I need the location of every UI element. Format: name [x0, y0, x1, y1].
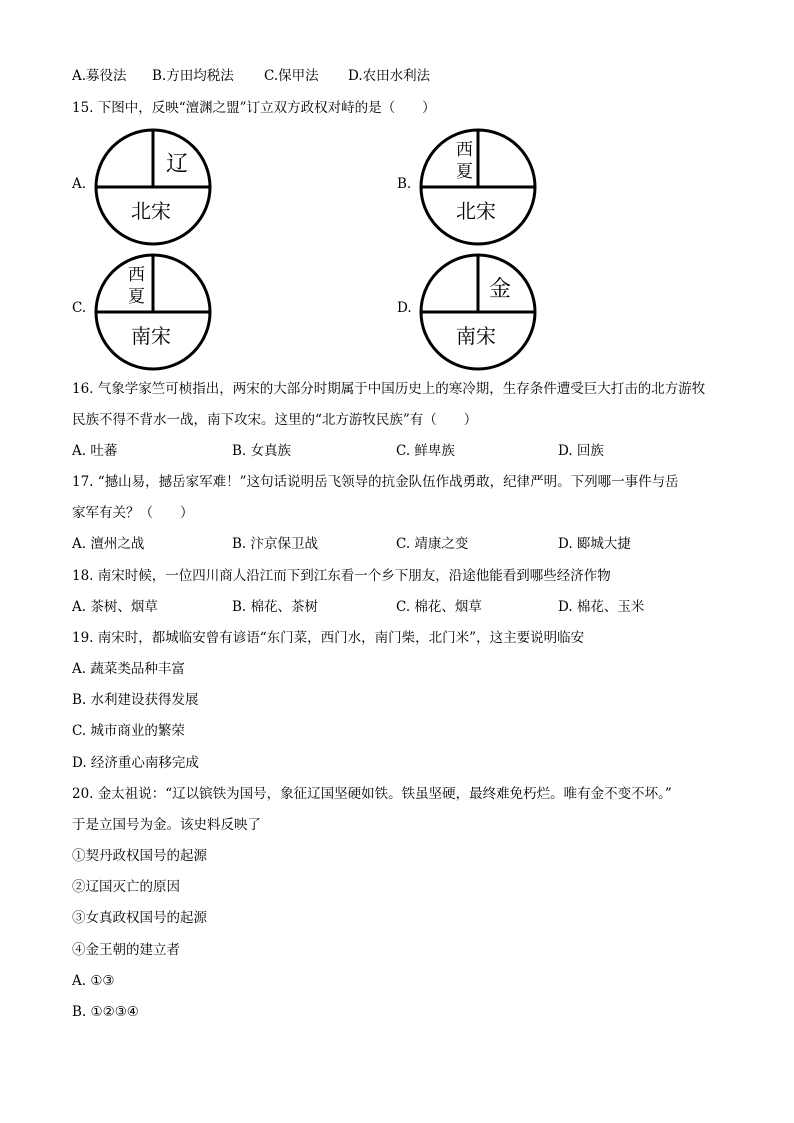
q18-option-c: C. 棉花、烟草 [396, 599, 482, 615]
q14-option-d: D.农田水利法 [348, 68, 431, 84]
q20-stem-line-1: 20. 金太祖说：“辽以镔铁为国号，象征辽国坚硬如铁。铁虽坚硬，最终难免朽烂。唯有金不变不坏。” [72, 786, 672, 802]
q15-figure-c-top-1: 西 [128, 265, 145, 285]
q18-stem: 18. 南宋时候，一位四川商人沿江而下到江东看一个乡下朋友，沿途他能看到哪些经济作物 [72, 568, 611, 584]
q15-figure-d-top: 金 [489, 277, 512, 302]
q17-option-a: A. 澶州之战 [72, 536, 145, 552]
q14-option-c: C.保甲法 [264, 68, 319, 84]
q15-figure-d-letter: D. [397, 300, 412, 316]
q15-figure-b-letter: B. [397, 176, 412, 192]
q15-figure-c-bottom: 南宋 [131, 324, 171, 348]
q15-figure-a-circle [93, 127, 213, 247]
q14-option-b: B.方田均税法 [152, 68, 234, 84]
q20-item-1: ①契丹政权国号的起源 [72, 848, 207, 864]
q16-option-b: B. 女真族 [232, 443, 292, 459]
q15-figure-c-circle [93, 252, 213, 372]
q15-stem: 15. 下图中，反映“澶渊之盟”订立双方政权对峙的是（ ） [72, 100, 436, 116]
q16-option-c: C. 鲜卑族 [396, 443, 455, 459]
q20-item-4: ④金王朝的建立者 [72, 942, 180, 958]
q17-stem-line-1: 17. “撼山易，撼岳家军难！”这句话说明岳飞领导的抗金队伍作战勇敢，纪律严明。下列哪一事件与岳 [72, 474, 679, 490]
q15-figure-a [93, 127, 213, 247]
q15-figure-d-bottom: 南宋 [456, 324, 496, 348]
q19-option-d: D. 经济重心南移完成 [72, 755, 199, 771]
q20-item-2: ②辽国灭亡的原因 [72, 879, 180, 895]
q19-option-b: B. 水利建设获得发展 [72, 692, 199, 708]
q15-figure-a-letter: A. [72, 176, 87, 192]
q16-stem-line-1: 16. 气象学家竺可桢指出，两宋的大部分时期属于中国历史上的寒冷期，生存条件遭受巨大打击的北方游牧 [72, 381, 706, 397]
q19-stem: 19. 南宋时，都城临安曾有谚语“东门菜，西门水，南门柴，北门米”，这主要说明临安 [72, 630, 585, 646]
q15-figure-b-circle [418, 127, 538, 247]
q17-option-b: B. 汴京保卫战 [232, 536, 319, 552]
q19-option-c: C. 城市商业的繁荣 [72, 723, 185, 739]
q15-figure-c-letter: C. [72, 300, 87, 316]
q15-figure-d [418, 252, 538, 372]
q15-figure-a-top: 辽 [166, 152, 189, 177]
q17-option-c: C. 靖康之变 [396, 536, 469, 552]
q19-option-a: A. 蔬菜类品种丰富 [72, 661, 185, 677]
q18-option-b: B. 棉花、茶树 [232, 599, 319, 615]
q15-figure-a-bottom: 北宋 [131, 199, 171, 223]
q17-stem-line-2: 家军有关？（ ） [72, 505, 194, 521]
q20-stem-line-2: 于是立国号为金。该史料反映了 [72, 817, 261, 833]
q16-stem-line-2: 民族不得不背水一战，南下攻宋。这里的“北方游牧民族”有（ ） [72, 412, 478, 428]
q18-option-a: A. 茶树、烟草 [72, 599, 158, 615]
q15-figure-b-bottom: 北宋 [456, 199, 496, 223]
q15-figure-d-circle [418, 252, 538, 372]
q15-figure-b [418, 127, 538, 247]
q15-figure-b-top-2: 夏 [456, 162, 473, 182]
q16-option-a: A. 吐蕃 [72, 443, 118, 459]
q15-figure-c-top-2: 夏 [128, 287, 145, 307]
q15-figure-b-top-1: 西 [456, 140, 473, 160]
q17-option-d: D. 郾城大捷 [558, 536, 631, 552]
q18-option-d: D. 棉花、玉米 [558, 599, 645, 615]
q20-option-b: B. ①②③④ [72, 1004, 139, 1020]
q16-option-d: D. 回族 [558, 443, 604, 459]
q20-option-a: A. ①③ [72, 973, 115, 989]
q15-figure-c [93, 252, 213, 372]
q14-option-a: A.募役法 [72, 68, 127, 84]
q20-item-3: ③女真政权国号的起源 [72, 910, 207, 926]
